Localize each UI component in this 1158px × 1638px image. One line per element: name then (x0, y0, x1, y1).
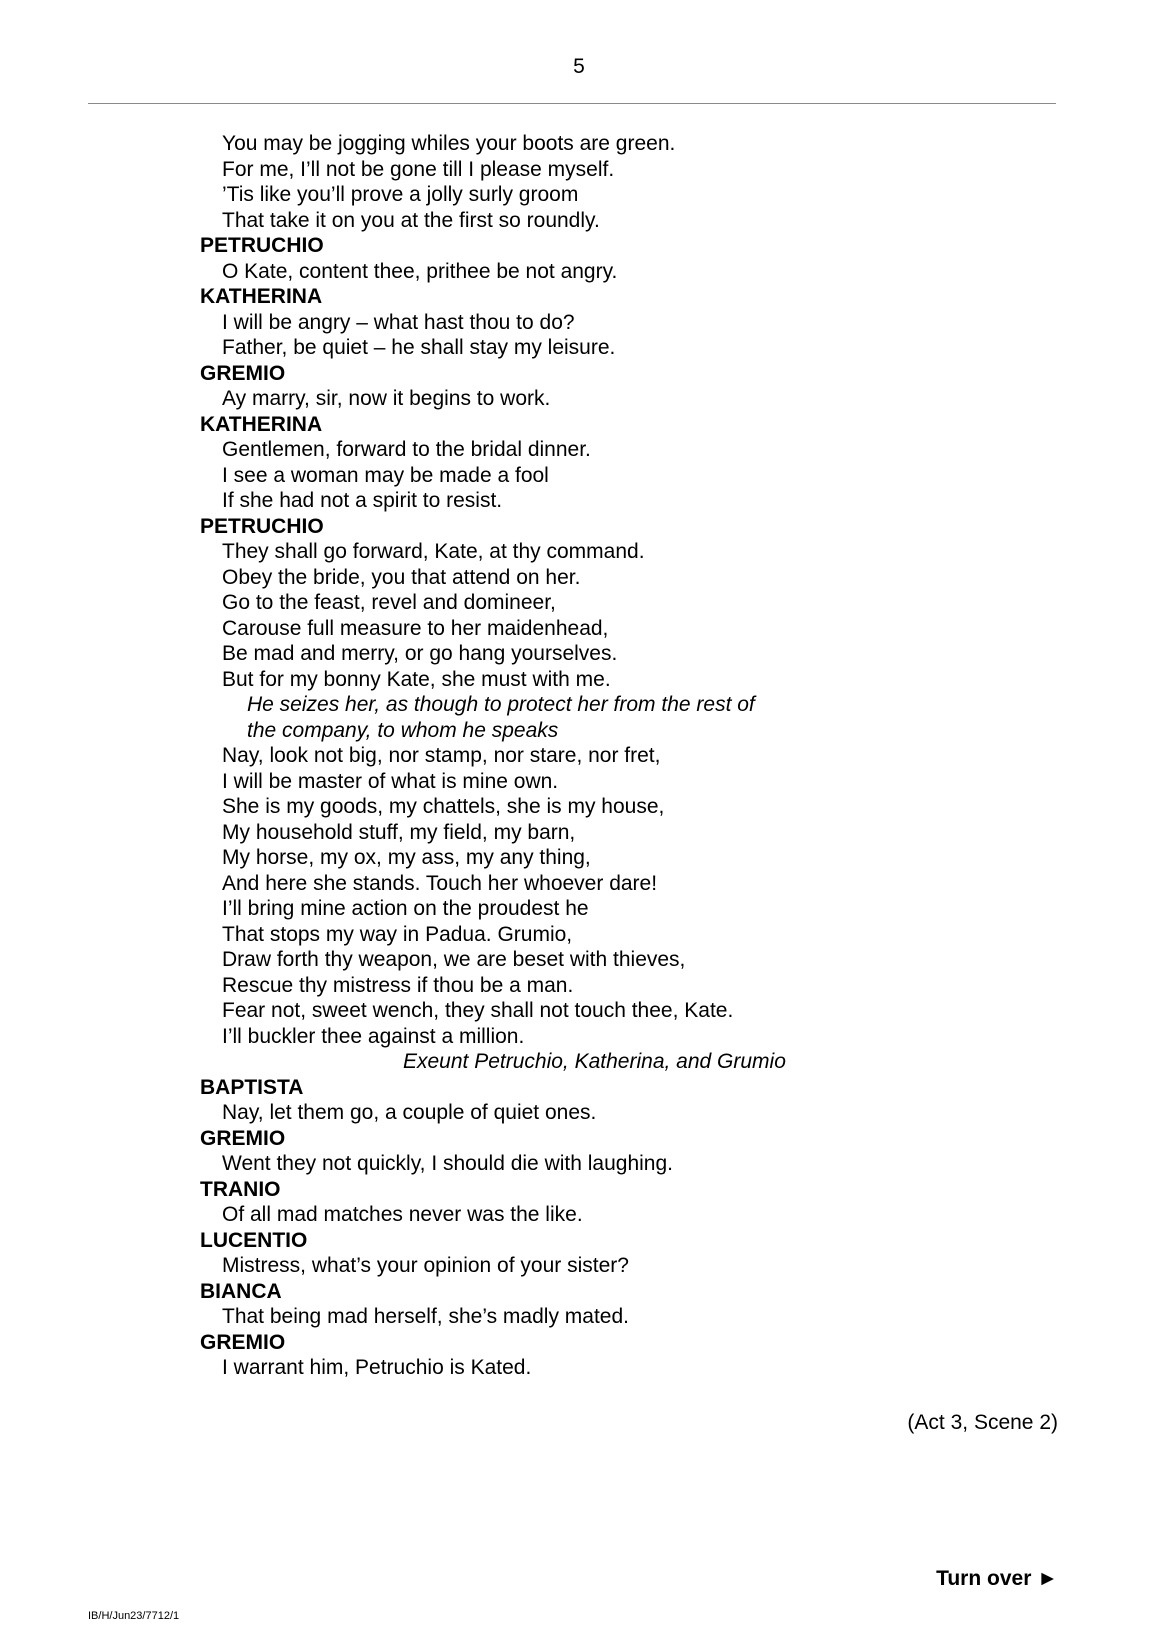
verse-line: Nay, look not big, nor stamp, nor stare, nor fret, (222, 744, 661, 767)
verse-line: Rescue thy mistress if thou be a man. (222, 973, 574, 997)
verse-line: You may be jogging whiles your boots are green. (222, 132, 676, 155)
play-extract (200, 131, 960, 1381)
verse-line: O Kate, content thee, prithee be not angry. (222, 259, 618, 283)
verse-line: And here she stands. Touch her whoever dare! (222, 871, 658, 895)
speaker-name: TRANIO (200, 1177, 281, 1201)
scene-citation: (Act 3, Scene 2) (907, 1411, 1058, 1434)
verse-line: Draw forth thy weapon, we are beset with thieves, (222, 948, 686, 971)
speaker-name: BIANCA (200, 1279, 282, 1303)
verse-line: Went they not quickly, I should die with laughing. (222, 1152, 673, 1175)
verse-line: I’ll bring mine action on the proudest he (222, 897, 589, 920)
verse-line: She is my goods, my chattels, she is my house, (222, 795, 665, 818)
verse-line: Nay, let them go, a couple of quiet ones. (222, 1101, 597, 1124)
verse-line: I will be angry – what hast thou to do? (222, 310, 575, 334)
speaker-name: GREMIO (200, 1126, 286, 1150)
verse-line: My horse, my ox, my ass, my any thing, (222, 846, 591, 869)
speaker-name: BAPTISTA (200, 1075, 304, 1099)
speaker-name: LUCENTIO (200, 1228, 308, 1252)
verse-line: I see a woman may be made a fool (222, 463, 549, 487)
turn-over-label: Turn over ► (936, 1567, 1058, 1590)
verse-line: That stops my way in Padua. Grumio, (222, 922, 573, 946)
paper-code: IB/H/Jun23/7712/1 (88, 1610, 180, 1622)
verse-line: Of all mad matches never was the like. (222, 1203, 583, 1226)
verse-line: Obey the bride, you that attend on her. (222, 565, 581, 589)
verse-line: Ay marry, sir, now it begins to work. (222, 387, 551, 410)
page-number: 5 (573, 55, 585, 78)
verse-line: They shall go forward, Kate, at thy command. (222, 540, 645, 563)
verse-line: I will be master of what is mine own. (222, 769, 559, 793)
verse-line: Carouse full measure to her maidenhead, (222, 616, 609, 640)
speaker-name: KATHERINA (200, 412, 323, 436)
speaker-name: PETRUCHIO (200, 514, 324, 538)
stage-direction: He seizes her, as though to protect her from the rest of (247, 693, 755, 716)
verse-line: ’Tis like you’ll prove a jolly surly groom (222, 183, 579, 206)
verse-line: My household stuff, my field, my barn, (222, 820, 576, 844)
verse-line: For me, I’ll not be gone till I please myself. (222, 157, 615, 181)
verse-line: Mistress, what’s your opinion of your sister? (222, 1254, 629, 1277)
speaker-name: KATHERINA (200, 285, 323, 308)
speaker-name: GREMIO (200, 1330, 286, 1354)
verse-line: If she had not a spirit to resist. (222, 489, 503, 512)
verse-line: Gentlemen, forward to the bridal dinner. (222, 438, 591, 461)
verse-line: Fear not, sweet wench, they shall not touch thee, Kate. (222, 999, 734, 1022)
stage-direction: the company, to whom he speaks (247, 718, 559, 742)
speaker-name: GREMIO (200, 361, 286, 385)
verse-line: Be mad and merry, or go hang yourselves. (222, 642, 618, 665)
verse-line: That take it on you at the first so roundly. (222, 208, 600, 232)
verse-line: I warrant him, Petruchio is Kated. (222, 1356, 532, 1379)
verse-line: Father, be quiet – he shall stay my leisure. (222, 336, 616, 359)
speaker-name: PETRUCHIO (200, 234, 324, 257)
verse-line: Go to the feast, revel and domineer, (222, 591, 556, 614)
header-divider (88, 103, 1056, 104)
verse-line: That being mad herself, she’s madly mated. (222, 1305, 629, 1328)
exit-direction: Exeunt Petruchio, Katherina, and Grumio (403, 1050, 786, 1073)
verse-line: I’ll buckler thee against a million. (222, 1024, 525, 1048)
verse-line: But for my bonny Kate, she must with me. (222, 667, 611, 691)
